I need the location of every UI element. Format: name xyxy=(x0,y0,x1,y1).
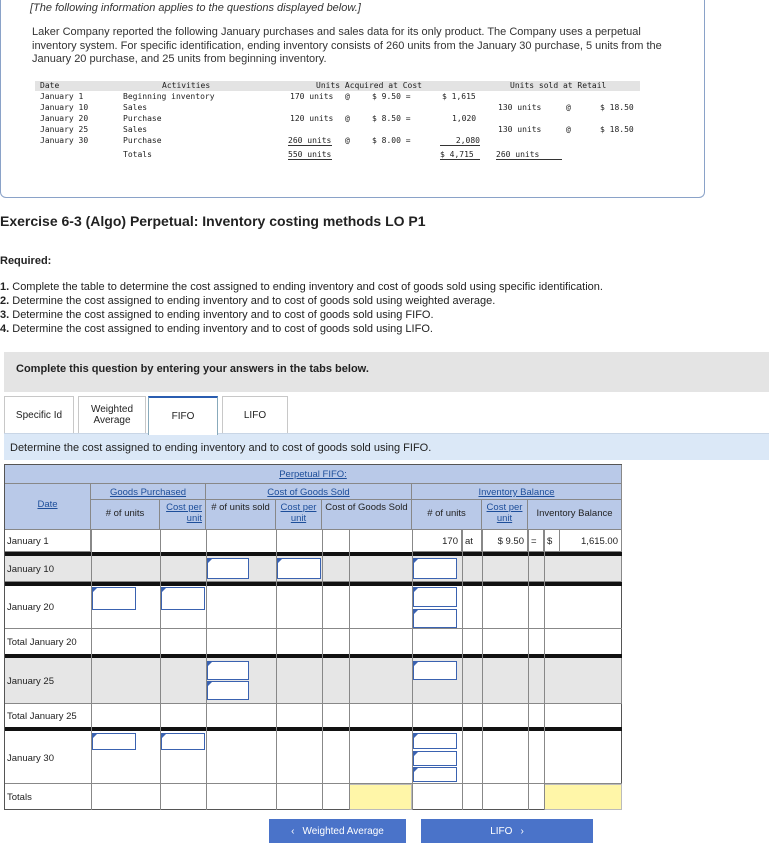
balance-equals: = xyxy=(528,530,544,552)
balance-units: 170 xyxy=(412,530,462,552)
col-cogs: Cost of Goods Sold xyxy=(322,500,412,530)
group-inventory-balance: Inventory Balance xyxy=(412,484,622,500)
data-row-activity: Purchase xyxy=(123,114,162,123)
data-row-total: 2,080 xyxy=(440,136,480,146)
jan30-units-purchased-input[interactable] xyxy=(92,733,136,750)
row-label: Totals xyxy=(7,792,32,803)
jan20-units-purchased-input[interactable] xyxy=(92,587,136,610)
data-row-at: @ xyxy=(345,92,350,101)
data-header-activities: Activities xyxy=(162,81,211,90)
col-date: Date xyxy=(5,484,91,530)
jan20-cost-purchased-input[interactable] xyxy=(161,587,205,610)
data-row-at: @ xyxy=(345,114,350,123)
row-label: January 25 xyxy=(7,676,55,687)
data-totals-units: 550 units xyxy=(288,150,332,159)
balance-at: at xyxy=(462,530,482,552)
tab-specific-id[interactable]: Specific Id xyxy=(4,396,74,434)
data-row-total: $ 1,615 xyxy=(442,92,476,101)
row-divider xyxy=(5,783,622,784)
data-row-activity: Sales xyxy=(123,125,148,134)
complete-banner: Complete this question by entering your answers in the tabs below. xyxy=(4,352,769,392)
jan30-balance-units-input-2[interactable] xyxy=(413,751,457,766)
group-cogs: Cost of Goods Sold xyxy=(206,484,412,500)
data-header-sold: Units sold at Retail xyxy=(510,81,607,90)
balance-total: 1,615.00 xyxy=(560,530,622,552)
jan25-units-sold-input-1[interactable] xyxy=(207,661,249,680)
data-row-price: $ 18.50 xyxy=(600,125,634,134)
data-row-sold: 130 units xyxy=(498,103,542,112)
tab-lifo[interactable]: LIFO xyxy=(222,396,288,434)
jan10-units-sold-input[interactable] xyxy=(207,558,249,579)
row-label: January 1 xyxy=(5,530,91,552)
next-lifo-button[interactable]: LIFO › xyxy=(421,819,593,843)
col-inventory-balance: Inventory Balance xyxy=(528,500,622,530)
jan25-balance-units-input[interactable] xyxy=(413,661,457,680)
jan30-cost-purchased-input[interactable] xyxy=(161,733,205,750)
col-line xyxy=(349,530,350,810)
row-bg xyxy=(5,658,622,704)
col-units-purchased: # of units xyxy=(91,500,160,530)
data-row-cost: $ 8.50 = xyxy=(372,114,411,123)
col-line xyxy=(160,530,161,810)
col-line xyxy=(544,530,545,810)
data-row-sold-at: @ xyxy=(566,103,571,112)
data-row-date: January 1 xyxy=(40,92,84,101)
data-totals-cost: $ 4,715 xyxy=(440,150,480,160)
col-line xyxy=(462,530,463,810)
data-row-date: January 20 xyxy=(40,114,89,123)
chevron-right-icon: › xyxy=(520,825,524,837)
row-separator xyxy=(5,727,622,731)
jan10-cost-sold-input[interactable] xyxy=(277,558,321,579)
total-cogs-input[interactable] xyxy=(349,784,412,810)
total-inventory-input[interactable] xyxy=(544,784,622,810)
required-item: 4. Determine the cost assigned to ending inventory and to cost of goods sold using LIFO. xyxy=(0,323,433,335)
data-row-activity: Beginning inventory xyxy=(123,92,215,101)
jan30-balance-units-input-3[interactable] xyxy=(413,767,457,782)
data-row-date: January 25 xyxy=(40,125,89,134)
instruction-bar: Determine the cost assigned to ending inventory and to cost of goods sold using FIFO. xyxy=(4,433,769,460)
row-label: Total January 25 xyxy=(7,711,77,722)
row-label: Total January 20 xyxy=(7,637,77,648)
col-line xyxy=(528,530,529,810)
data-row-price: $ 18.50 xyxy=(600,103,634,112)
tab-weighted-average[interactable]: Weighted Average xyxy=(78,396,146,434)
balance-dollar: $ xyxy=(544,530,560,552)
row-label: January 30 xyxy=(7,753,55,764)
data-header-date: Date xyxy=(40,81,60,90)
data-row-units: 170 units xyxy=(290,92,334,101)
tab-fifo[interactable]: FIFO xyxy=(148,396,218,435)
group-goods-purchased: Goods Purchased xyxy=(91,484,206,500)
jan20-balance-units-input-2[interactable] xyxy=(413,609,457,628)
balance-cost: $ 9.50 xyxy=(482,530,528,552)
row-label: January 10 xyxy=(7,564,55,575)
data-totals-sold: 260 units xyxy=(496,150,562,160)
data-row-date: January 10 xyxy=(40,103,89,112)
data-row-activity: Sales xyxy=(123,103,148,112)
col-line xyxy=(482,530,483,810)
row-separator xyxy=(5,582,622,586)
jan30-balance-units-input-1[interactable] xyxy=(413,733,457,749)
data-row-units: 260 units xyxy=(288,136,332,145)
data-row-total: 1,020 xyxy=(452,114,477,123)
data-totals-label: Totals xyxy=(123,150,152,159)
data-row-units: 120 units xyxy=(290,114,334,123)
required-label: Required: xyxy=(0,255,52,267)
col-line xyxy=(322,530,323,810)
col-units-balance: # of units xyxy=(412,500,482,530)
chevron-left-icon: ‹ xyxy=(291,825,295,837)
col-cost-sold: Cost per unit xyxy=(276,500,322,530)
data-row-activity: Purchase xyxy=(123,136,162,145)
col-line xyxy=(91,530,92,810)
intro-text: Laker Company reported the following January purchases and sales data for its only product. The Company uses a perpetual inventory system. For specific identification, ending inventory consists of 260 units from the January 30 purchase, 5 units from the January 20 purchase, and 25 units from beginning inventory. xyxy=(32,26,662,65)
data-header-acquired: Units Acquired at Cost xyxy=(316,81,422,90)
exercise-heading: Exercise 6-3 (Algo) Perpetual: Inventory costing methods LO P1 xyxy=(0,213,426,229)
intro-note: [The following information applies to the questions displayed below.] xyxy=(30,2,361,14)
data-row-date: January 30 xyxy=(40,136,89,145)
col-units-sold: # of units sold xyxy=(206,500,276,530)
row-divider xyxy=(5,628,622,629)
required-list xyxy=(0,280,603,336)
fifo-title: Perpetual FIFO: xyxy=(5,465,622,484)
data-row-sold-at: @ xyxy=(566,125,571,134)
jan10-balance-units-input[interactable] xyxy=(413,558,457,579)
required-item: 1. Complete the table to determine the cost assigned to ending inventory and cost of goods sold using specific identification. xyxy=(0,281,603,293)
required-item: 3. Determine the cost assigned to ending inventory and to cost of goods sold using FIFO. xyxy=(0,309,434,321)
fifo-table xyxy=(4,464,622,810)
jan25-units-sold-input-2[interactable] xyxy=(207,681,249,700)
col-cost-purchased: Cost per unit xyxy=(160,500,206,530)
data-row-at: @ xyxy=(345,136,350,145)
data-row-cost: $ 8.00 = xyxy=(372,136,411,145)
required-item: 2. Determine the cost assigned to ending inventory and to cost of goods sold using weighted average. xyxy=(0,295,496,307)
prev-weighted-average-button[interactable]: ‹ Weighted Average xyxy=(269,819,406,843)
jan20-balance-units-input-1[interactable] xyxy=(413,587,457,607)
data-row-sold: 130 units xyxy=(498,125,542,134)
row-label: January 20 xyxy=(7,602,55,613)
data-row-cost: $ 9.50 = xyxy=(372,92,411,101)
col-cost-balance: Cost per unit xyxy=(482,500,528,530)
